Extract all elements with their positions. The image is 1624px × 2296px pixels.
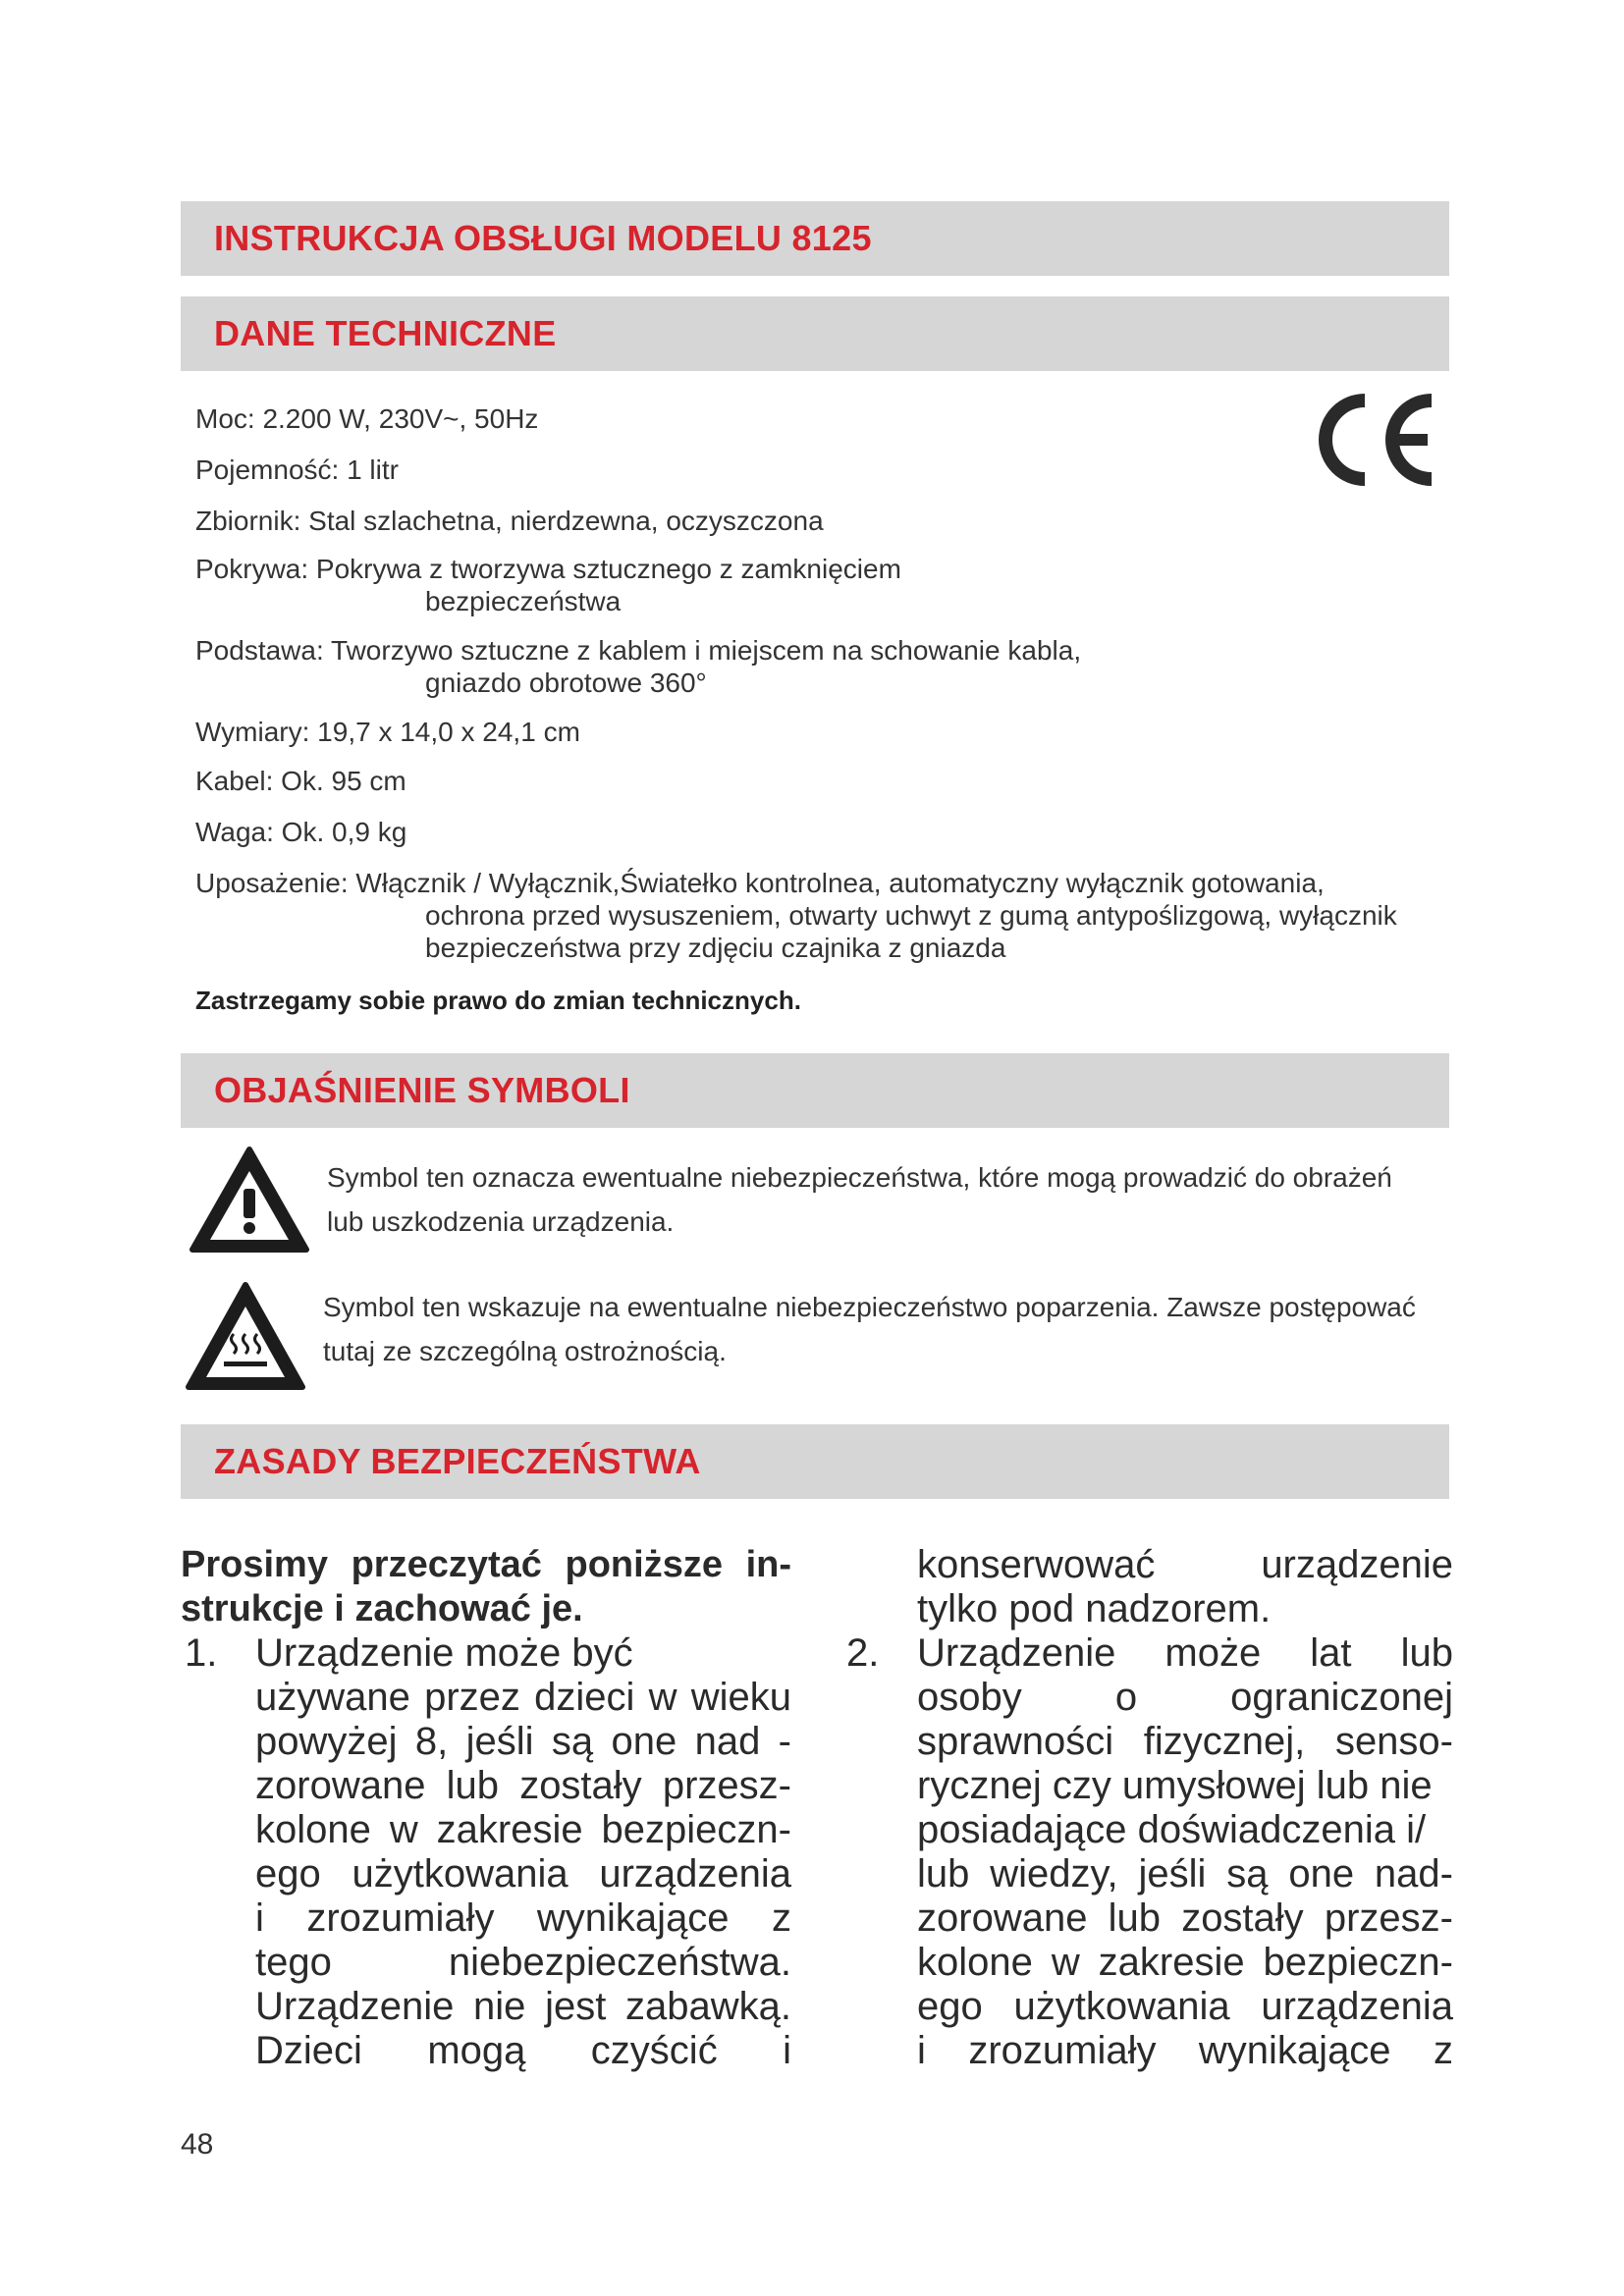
safety-item-2-line: osoby o ograniczonej bbox=[917, 1676, 1453, 1719]
safety-right-column bbox=[842, 1543, 1471, 2073]
spec-podstawa-cont: gniazdo obrotowe 360° bbox=[425, 667, 707, 698]
spec-pokrywa-cont: bezpieczeństwa bbox=[425, 586, 622, 616]
safety-item-1-line: zorowane lub zostały przesz- bbox=[255, 1764, 791, 1807]
spec-kabel: Kabel: Ok. 95 cm bbox=[195, 766, 406, 796]
symbol-warning-line-1: Symbol ten oznacza ewentualne niebezpieczeństwa, które mogą prowadzić do obrażeń bbox=[327, 1162, 1392, 1193]
spec-pokrywa: Pokrywa: Pokrywa z tworzywa sztucznego z zamknięciem bbox=[195, 554, 901, 584]
safety-item-2-line: Urządzenie może lat lub bbox=[917, 1631, 1453, 1675]
warning-triangle-icon bbox=[187, 1144, 312, 1255]
section-bar-symbols bbox=[181, 1053, 1449, 1128]
safety-left-column bbox=[181, 1543, 791, 2073]
tech-note: Zastrzegamy sobie prawo do zmian technicznych. bbox=[195, 986, 801, 1015]
spec-wymiary: Wymiary: 19,7 x 14,0 x 24,1 cm bbox=[195, 717, 580, 747]
safety-item-2-line: kolone w zakresie bezpieczn- bbox=[917, 1941, 1453, 1984]
spec-pojemnosc: Pojemność: 1 litr bbox=[195, 454, 399, 485]
spec-zbiornik: Zbiornik: Stal szlachetna, nierdzewna, oczyszczona bbox=[195, 506, 824, 536]
hot-surface-icon bbox=[183, 1279, 308, 1393]
section-bar-safety bbox=[181, 1424, 1449, 1499]
symbol-hot-text bbox=[323, 1285, 1416, 1373]
safety-item-2-line: sprawności fizycznej, senso- bbox=[917, 1720, 1453, 1763]
safety-item-1-line: kolone w zakresie bezpieczn- bbox=[255, 1808, 791, 1851]
spec-waga: Waga: Ok. 0,9 kg bbox=[195, 817, 407, 847]
safety-item-1-line: ego użytkowania urządzenia bbox=[255, 1852, 791, 1896]
safety-item-1-line: tego niebezpieczeństwa. bbox=[255, 1941, 791, 1984]
section-bar-tech bbox=[181, 296, 1449, 371]
safety-item-2-line: zorowane lub zostały przesz- bbox=[917, 1896, 1453, 1940]
safety-item-1-cont-line: konserwować urządzenie bbox=[917, 1543, 1453, 1586]
section-title-safety: ZASADY BEZPIECZEŃSTWA bbox=[214, 1441, 701, 1481]
spec-uposazenie-cont-1: ochrona przed wysuszeniem, otwarty uchwyt z gumą antypoślizgową, wyłącznik bbox=[425, 900, 1397, 931]
spec-moc: Moc: 2.200 W, 230V~, 50Hz bbox=[195, 403, 539, 434]
ce-mark-icon bbox=[1312, 391, 1441, 489]
spec-uposazenie: Uposażenie: Włącznik / Wyłącznik,Światełko kontrolnea, automatyczny wyłącznik gotowania, bbox=[195, 868, 1325, 898]
safety-item-1-cont-line: tylko pod nadzorem. bbox=[917, 1587, 1272, 1630]
symbol-warning-text bbox=[327, 1155, 1392, 1244]
safety-item-1-line: Urządzenie nie jest zabawką. bbox=[255, 1985, 791, 2028]
safety-item-2-line: lub wiedzy, jeśli są one nad- bbox=[917, 1852, 1453, 1896]
section-title-symbols: OBJAŚNIENIE SYMBOLI bbox=[214, 1070, 630, 1110]
safety-item-1-text bbox=[255, 1631, 791, 2073]
safety-item-1 bbox=[181, 1631, 791, 2073]
safety-item-2-line: posiadające doświadczenia i/ bbox=[917, 1808, 1427, 1851]
safety-item-2-line: ego użytkowania urządzenia bbox=[917, 1985, 1453, 2028]
safety-item-2-number: 2. bbox=[846, 1631, 880, 1675]
safety-intro-line-1: Prosimy przeczytać poniższe in- bbox=[181, 1544, 791, 1585]
safety-item-1-line: Urządzenie może być bbox=[255, 1631, 633, 1675]
safety-intro-line-2: strukcje i zachować je. bbox=[181, 1588, 583, 1629]
title-bar bbox=[181, 201, 1449, 276]
spec-uposazenie-cont-2: bezpieczeństwa przy zdjęciu czajnika z gniazda bbox=[425, 933, 1006, 963]
safety-item-2-line: rycznej czy umysłowej lub nie bbox=[917, 1764, 1433, 1807]
safety-item-1-continued bbox=[917, 1543, 1453, 1631]
symbol-warning-line-2: lub uszkodzenia urządzenia. bbox=[327, 1206, 675, 1237]
safety-item-1-line: powyżej 8, jeśli są one nad - bbox=[255, 1720, 791, 1763]
page-number: 48 bbox=[181, 2128, 214, 2161]
section-title-tech: DANE TECHNICZNE bbox=[214, 313, 557, 353]
symbol-hot-line-2: tutaj ze szczególną ostrożnością. bbox=[323, 1336, 727, 1366]
safety-item-1-number: 1. bbox=[185, 1631, 218, 1675]
spec-podstawa: Podstawa: Tworzywo sztuczne z kablem i miejscem na schowanie kabla, bbox=[195, 635, 1082, 666]
safety-item-2-line: i zrozumiały wynikające z bbox=[917, 2029, 1453, 2072]
safety-item-2 bbox=[842, 1631, 1471, 2073]
safety-item-1-line: i zrozumiały wynikające z bbox=[255, 1896, 791, 1940]
safety-item-1-line: używane przez dzieci w wieku bbox=[255, 1676, 791, 1719]
safety-item-2-text bbox=[917, 1631, 1453, 2073]
symbol-hot-line-1: Symbol ten wskazuje na ewentualne niebezpieczeństwo poparzenia. Zawsze postępować bbox=[323, 1292, 1416, 1322]
document-title: INSTRUKCJA OBSŁUGI MODELU 8125 bbox=[214, 218, 872, 258]
safety-item-1-line: Dzieci mogą czyścić i bbox=[255, 2029, 791, 2072]
